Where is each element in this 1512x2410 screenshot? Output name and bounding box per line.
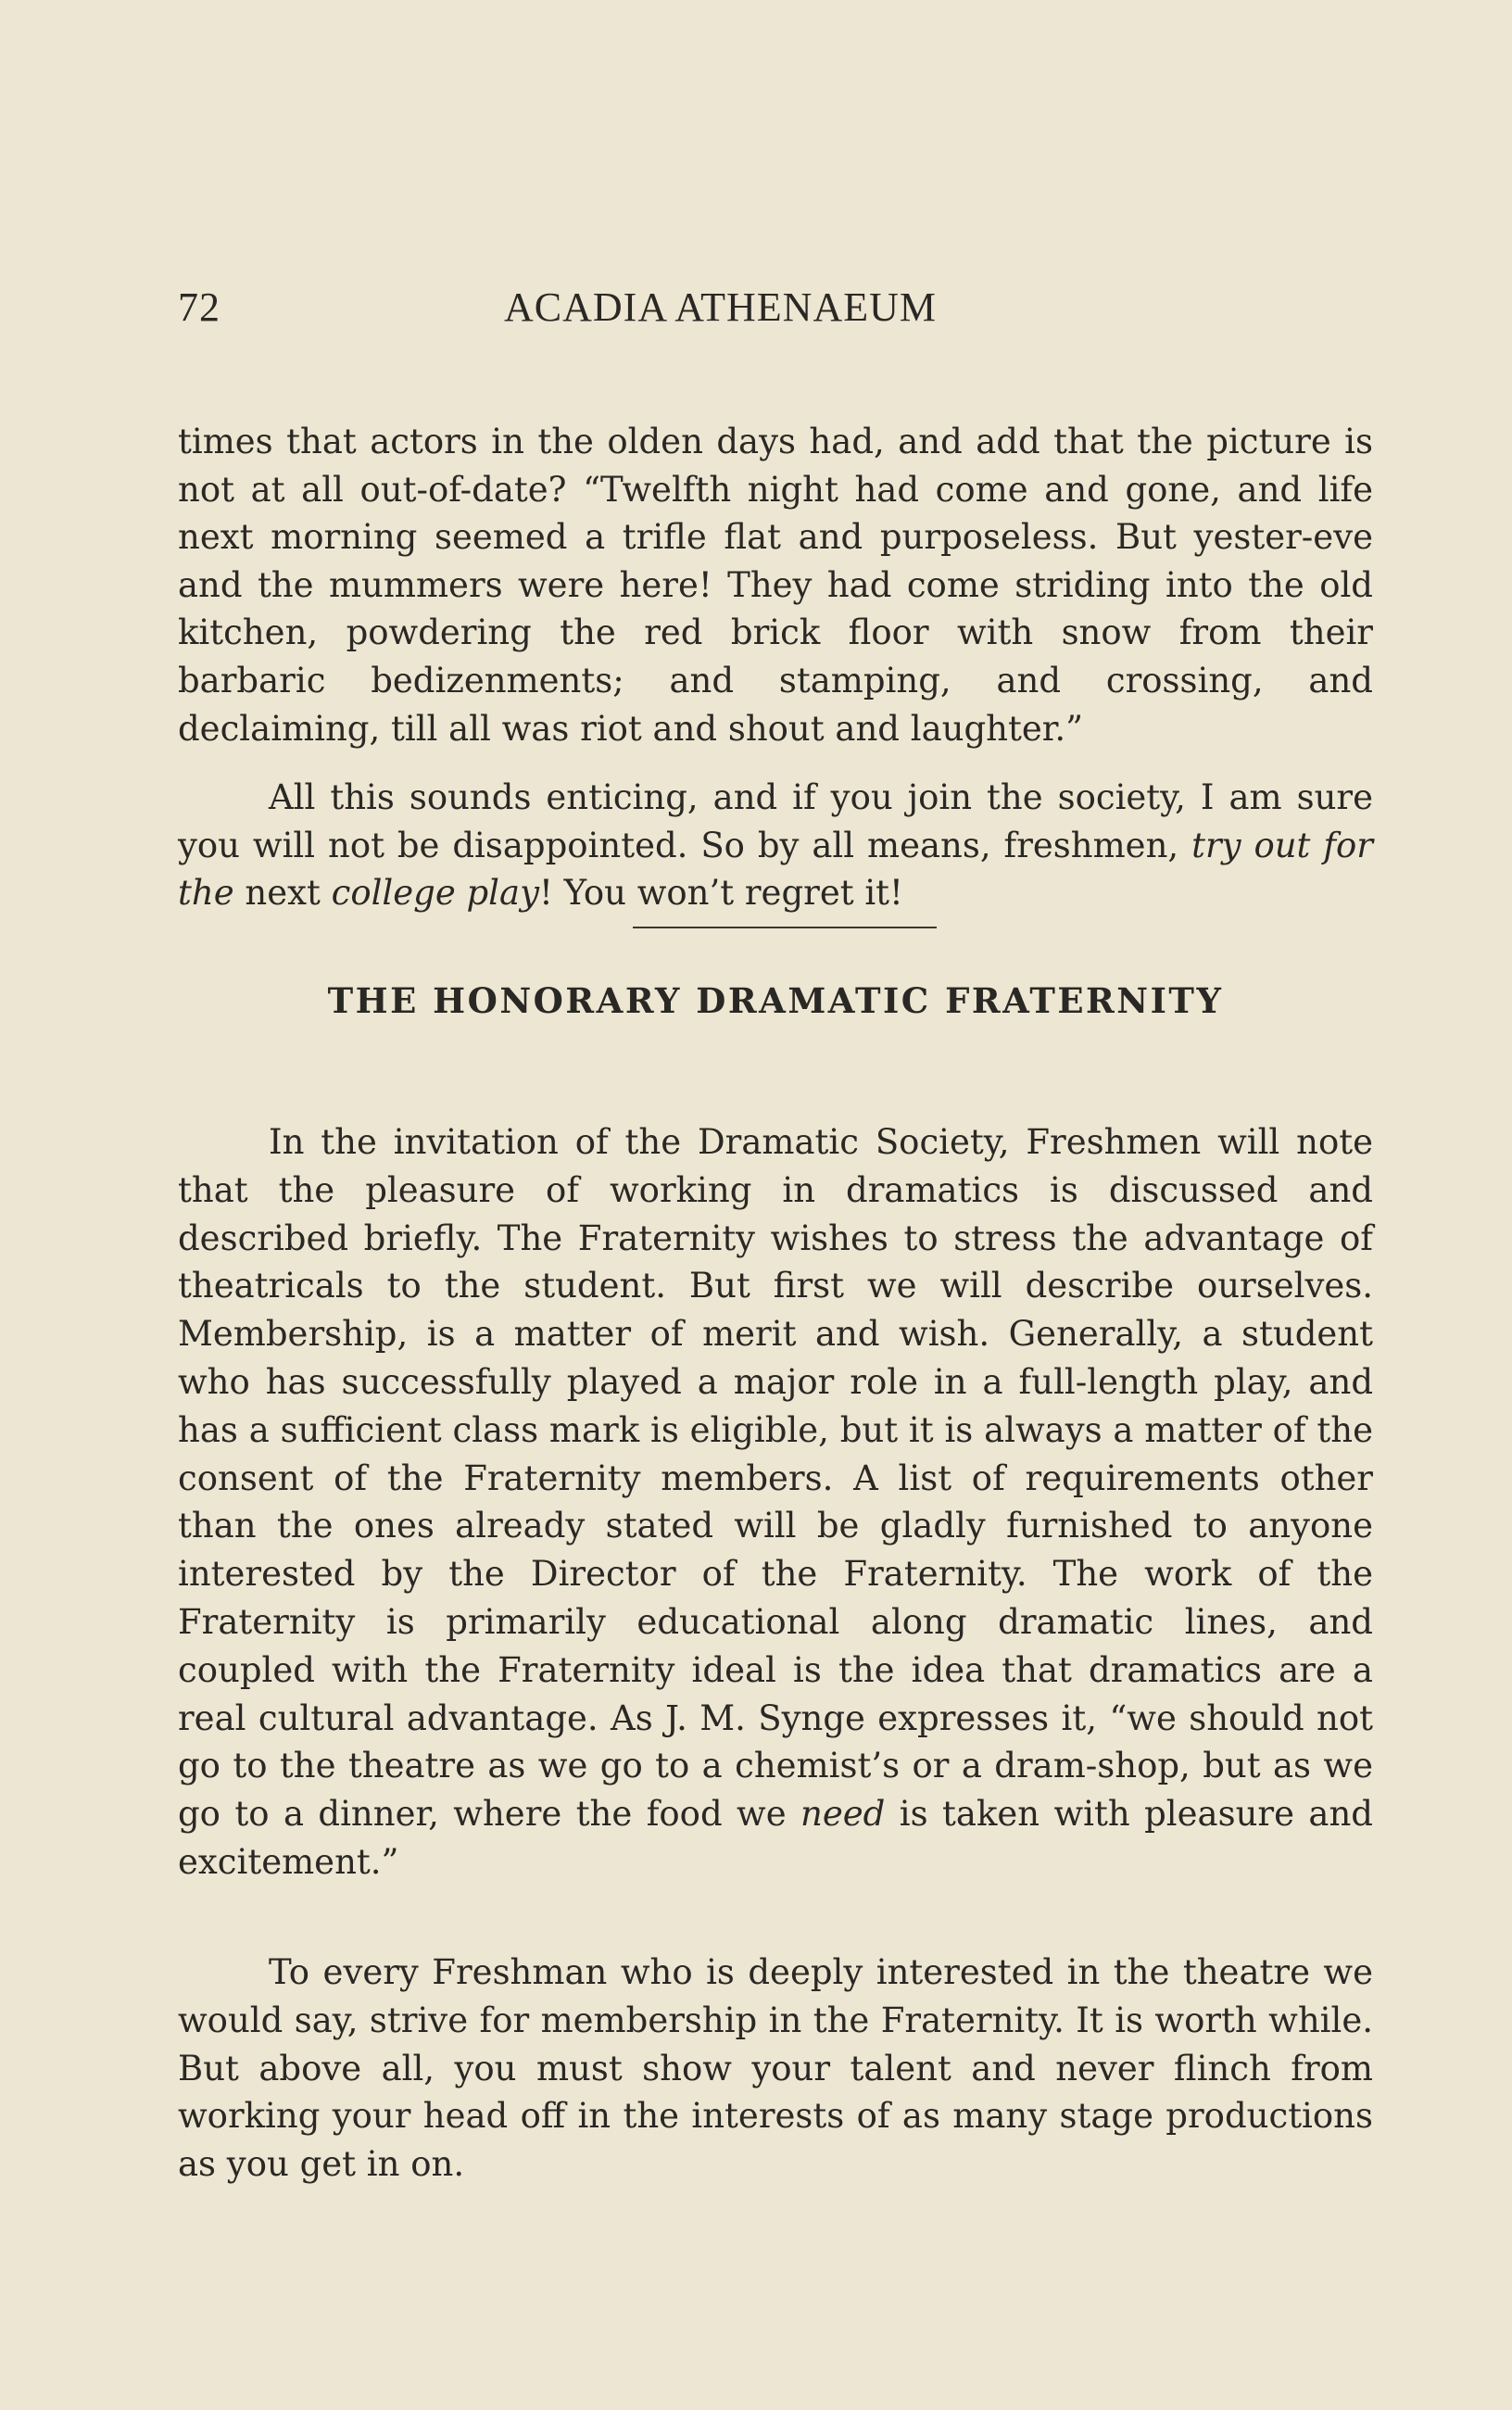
paragraph-text: In the invitation of the Dramatic Society, Freshmen will note that the pleasure of working in dramatics is discussed and described briefly. The Fraternity wishes to stress the advantage of theatricals to the student. But first we will describe ourselves. Membership, is a matter of merit and wish. Generally, a student who has successfully played a major role in a full-length play, and has a sufficient class mark is eligible, but it is always a matter of the consent of the Fraternity members. A list of requirements other than the ones already stated will be gladly furnished to anyone interested by the Director of the Fraternity. The work of the Fraternity is primarily educational along dramatic lines, and coupled with the Fraternity ideal is the idea that dramatics are a real cultural advantage. As J. M. Synge expresses it, “we should not go to the theatre as we go to a chemist’s or a dram-shop, but as we go to a dinner, where the food we — [178, 1122, 1373, 1835]
running-head — [178, 284, 1373, 335]
paragraph-invitation — [178, 774, 1373, 917]
paragraph-closing — [178, 1949, 1373, 2189]
emphasis-try-out: try out for the — [178, 825, 1373, 914]
journal-title: ACADIA ATHENAEUM — [504, 284, 937, 330]
paragraph-text: ! You won’t regret it! — [538, 873, 903, 914]
section-heading: THE HONORARY DRAMATIC FRATERNITY — [327, 980, 1224, 1021]
emphasis-college-play: college play — [331, 873, 539, 914]
paragraph-text: next — [233, 873, 332, 914]
paragraph-text: times that actors in the olden days had, and add that the picture is not at all out-of-date? “Twelfth night had come and gone, and life next morning seemed a trifle flat and purposeless. But yester-eve and the mummers were here! They had come striding into the old kitchen, powdering the red brick floor with snow from their barbaric bedizenments; and stamping, and crossing, and declaiming, till all was riot and shout and laughter.” — [178, 422, 1373, 749]
paragraph-continued-quote — [178, 418, 1373, 752]
paragraph-text: is taken with pleasure and excitement.” — [178, 1794, 1373, 1882]
page-number: 72 — [178, 284, 220, 330]
paragraph-fraternity — [178, 1118, 1373, 1886]
section-divider — [633, 927, 937, 928]
paragraph-text: To every Freshman who is deeply interested in the theatre we would say, strive for membership in the Fraternity. It is worth while. But above all, you must show your talent and never flinch from working your head off in the interests of as many stage productions as you get in on. — [178, 1952, 1373, 2185]
paragraph-text: All this sounds enticing, and if you join the society, I am sure you will not be disappointed. So by all means, freshmen, — [178, 777, 1373, 865]
emphasis-need: need — [800, 1794, 886, 1835]
